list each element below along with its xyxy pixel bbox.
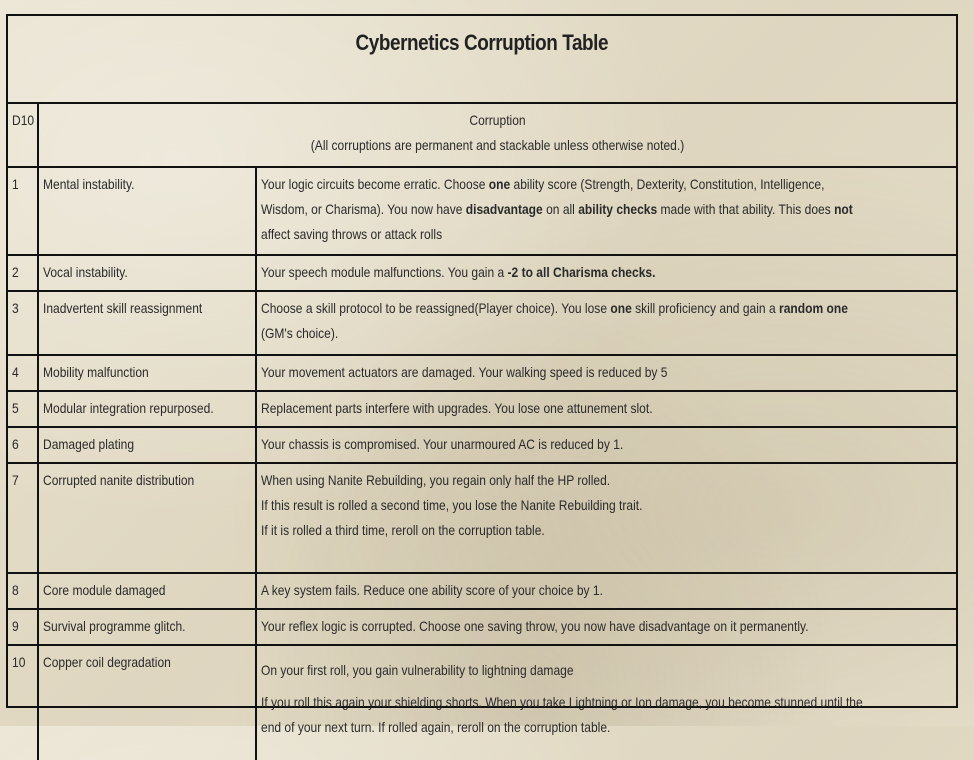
corruption-effect-cell	[256, 609, 956, 645]
roll-cell	[8, 167, 38, 255]
corruption-effect-cell	[256, 167, 956, 255]
effect-emphasis: random one	[779, 300, 848, 316]
effect-text: A key system fails. Reduce one ability score of your choice by 1.	[261, 582, 603, 598]
roll-cell	[8, 463, 38, 573]
effect-line	[261, 493, 950, 518]
header-corruption-label: Corruption	[469, 112, 526, 128]
table-body	[8, 167, 956, 760]
header-d10: D10	[8, 104, 38, 167]
effect-line	[261, 197, 950, 222]
roll-cell	[8, 255, 38, 291]
corruption-name-cell	[38, 427, 256, 463]
corruption-name-cell	[38, 463, 256, 573]
effect-emphasis: one	[610, 300, 632, 316]
corruption-table	[8, 104, 956, 760]
effect-text: Your reflex logic is corrupted. Choose one saving throw, you now have disadvantage on it permanently.	[261, 618, 809, 634]
table-row	[8, 167, 956, 255]
corruption-name: Mental instability.	[43, 176, 135, 192]
effect-text: If you roll this again your shielding shorts. When you take Lightning or Ion damage, you become stunned until the	[261, 694, 863, 710]
effect-line	[261, 260, 950, 285]
roll-cell	[8, 291, 38, 355]
table-row	[8, 463, 956, 573]
effect-line	[261, 396, 950, 421]
roll-value: 9	[12, 618, 19, 634]
corruption-name-cell	[38, 255, 256, 291]
corruption-name: Damaged plating	[43, 436, 135, 452]
corruption-table-sheet	[6, 14, 958, 735]
effect-line	[261, 172, 950, 197]
corruption-name-cell	[38, 291, 256, 355]
effect-text: (GM's choice).	[261, 325, 339, 341]
corruption-name: Corrupted nanite distribution	[43, 472, 195, 488]
effect-line	[261, 321, 950, 346]
corruption-name-cell	[38, 167, 256, 255]
effect-emphasis: ability checks	[578, 201, 658, 217]
roll-value: 3	[12, 300, 19, 316]
effect-text: Your speech module malfunctions. You gain a	[261, 264, 508, 280]
corruption-name: Core module damaged	[43, 582, 166, 598]
effect-emphasis: one	[488, 176, 511, 192]
table-row	[8, 355, 956, 391]
effect-emphasis: -2 to all Charisma checks.	[507, 264, 656, 280]
effect-text: on all	[542, 201, 579, 217]
roll-cell	[8, 355, 38, 391]
corruption-effect-cell	[256, 645, 956, 760]
roll-value: 8	[12, 582, 19, 598]
roll-value: 1	[12, 176, 19, 192]
corruption-effect-cell	[256, 463, 956, 573]
effect-text: Wisdom, or Charisma). You now have	[261, 201, 466, 217]
effect-emphasis: disadvantage	[465, 201, 543, 217]
effect-line	[261, 518, 950, 543]
effect-text: made with that ability. This does	[657, 201, 835, 217]
effect-line	[261, 658, 950, 683]
effect-text: On your first roll, you gain vulnerability to lightning damage	[261, 662, 574, 678]
corruption-name-cell	[38, 609, 256, 645]
roll-cell	[8, 427, 38, 463]
effect-text: skill proficiency and gain a	[631, 300, 780, 316]
roll-value: 7	[12, 472, 19, 488]
corruption-name: Vocal instability.	[43, 264, 128, 280]
roll-value: 10	[12, 654, 26, 670]
effect-text: Choose a skill protocol to be reassigned(Player choice). You lose	[261, 300, 611, 316]
roll-cell	[8, 391, 38, 427]
effect-text: end of your next turn. If rolled again, reroll on the corruption table.	[261, 719, 611, 735]
table-row	[8, 427, 956, 463]
roll-value: 2	[12, 264, 19, 280]
corruption-effect-cell	[256, 427, 956, 463]
effect-text: ability score (Strength, Dexterity, Constitution, Intelligence,	[510, 176, 825, 192]
effect-text: Your chassis is compromised. Your unarmoured AC is reduced by 1.	[261, 436, 624, 452]
title-bar	[8, 16, 956, 104]
corruption-name-cell	[38, 355, 256, 391]
header-row	[8, 104, 956, 167]
corruption-name: Inadvertent skill reassignment	[43, 300, 203, 316]
effect-line	[261, 715, 950, 740]
effect-line	[261, 468, 950, 493]
effect-line	[261, 690, 950, 715]
header-corruption	[38, 104, 956, 167]
roll-cell	[8, 609, 38, 645]
effect-line	[261, 360, 950, 385]
corruption-name: Mobility malfunction	[43, 364, 149, 380]
corruption-name-cell	[38, 391, 256, 427]
effect-line	[261, 578, 950, 603]
roll-value: 4	[12, 364, 19, 380]
table-row	[8, 645, 956, 760]
corruption-name: Survival programme glitch.	[43, 618, 186, 634]
effect-line	[261, 296, 950, 321]
table-row	[8, 573, 956, 609]
corruption-effect-cell	[256, 391, 956, 427]
effect-text: Your movement actuators are damaged. Your walking speed is reduced by 5	[261, 364, 668, 380]
corruption-effect-cell	[256, 355, 956, 391]
table-title: Cybernetics Corruption Table	[355, 30, 609, 55]
header-corruption-note: (All corruptions are permanent and stackable unless otherwise noted.)	[310, 137, 685, 153]
corruption-effect-cell	[256, 291, 956, 355]
effect-line	[261, 222, 950, 247]
corruption-name-cell	[38, 645, 256, 760]
corruption-name: Modular integration repurposed.	[43, 400, 214, 416]
effect-emphasis: not	[834, 201, 853, 217]
table-row	[8, 291, 956, 355]
corruption-effect-cell	[256, 573, 956, 609]
roll-cell	[8, 645, 38, 760]
table-row	[8, 609, 956, 645]
effect-line	[261, 432, 950, 457]
corruption-name-cell	[38, 573, 256, 609]
corruption-name: Copper coil degradation	[43, 654, 171, 670]
corruption-effect-cell	[256, 255, 956, 291]
roll-value: 5	[12, 400, 19, 416]
table-row	[8, 391, 956, 427]
effect-text: Replacement parts interfere with upgrades. You lose one attunement slot.	[261, 400, 653, 416]
effect-line	[261, 614, 950, 639]
effect-text: If this result is rolled a second time, you lose the Nanite Rebuilding trait.	[261, 497, 643, 513]
roll-value: 6	[12, 436, 19, 452]
effect-text: When using Nanite Rebuilding, you regain only half the HP rolled.	[261, 472, 611, 488]
effect-text: Your logic circuits become erratic. Choose	[261, 176, 489, 192]
effect-text: If it is rolled a third time, reroll on the corruption table.	[261, 522, 545, 538]
effect-text: affect saving throws or attack rolls	[261, 226, 443, 242]
roll-cell	[8, 573, 38, 609]
table-row	[8, 255, 956, 291]
